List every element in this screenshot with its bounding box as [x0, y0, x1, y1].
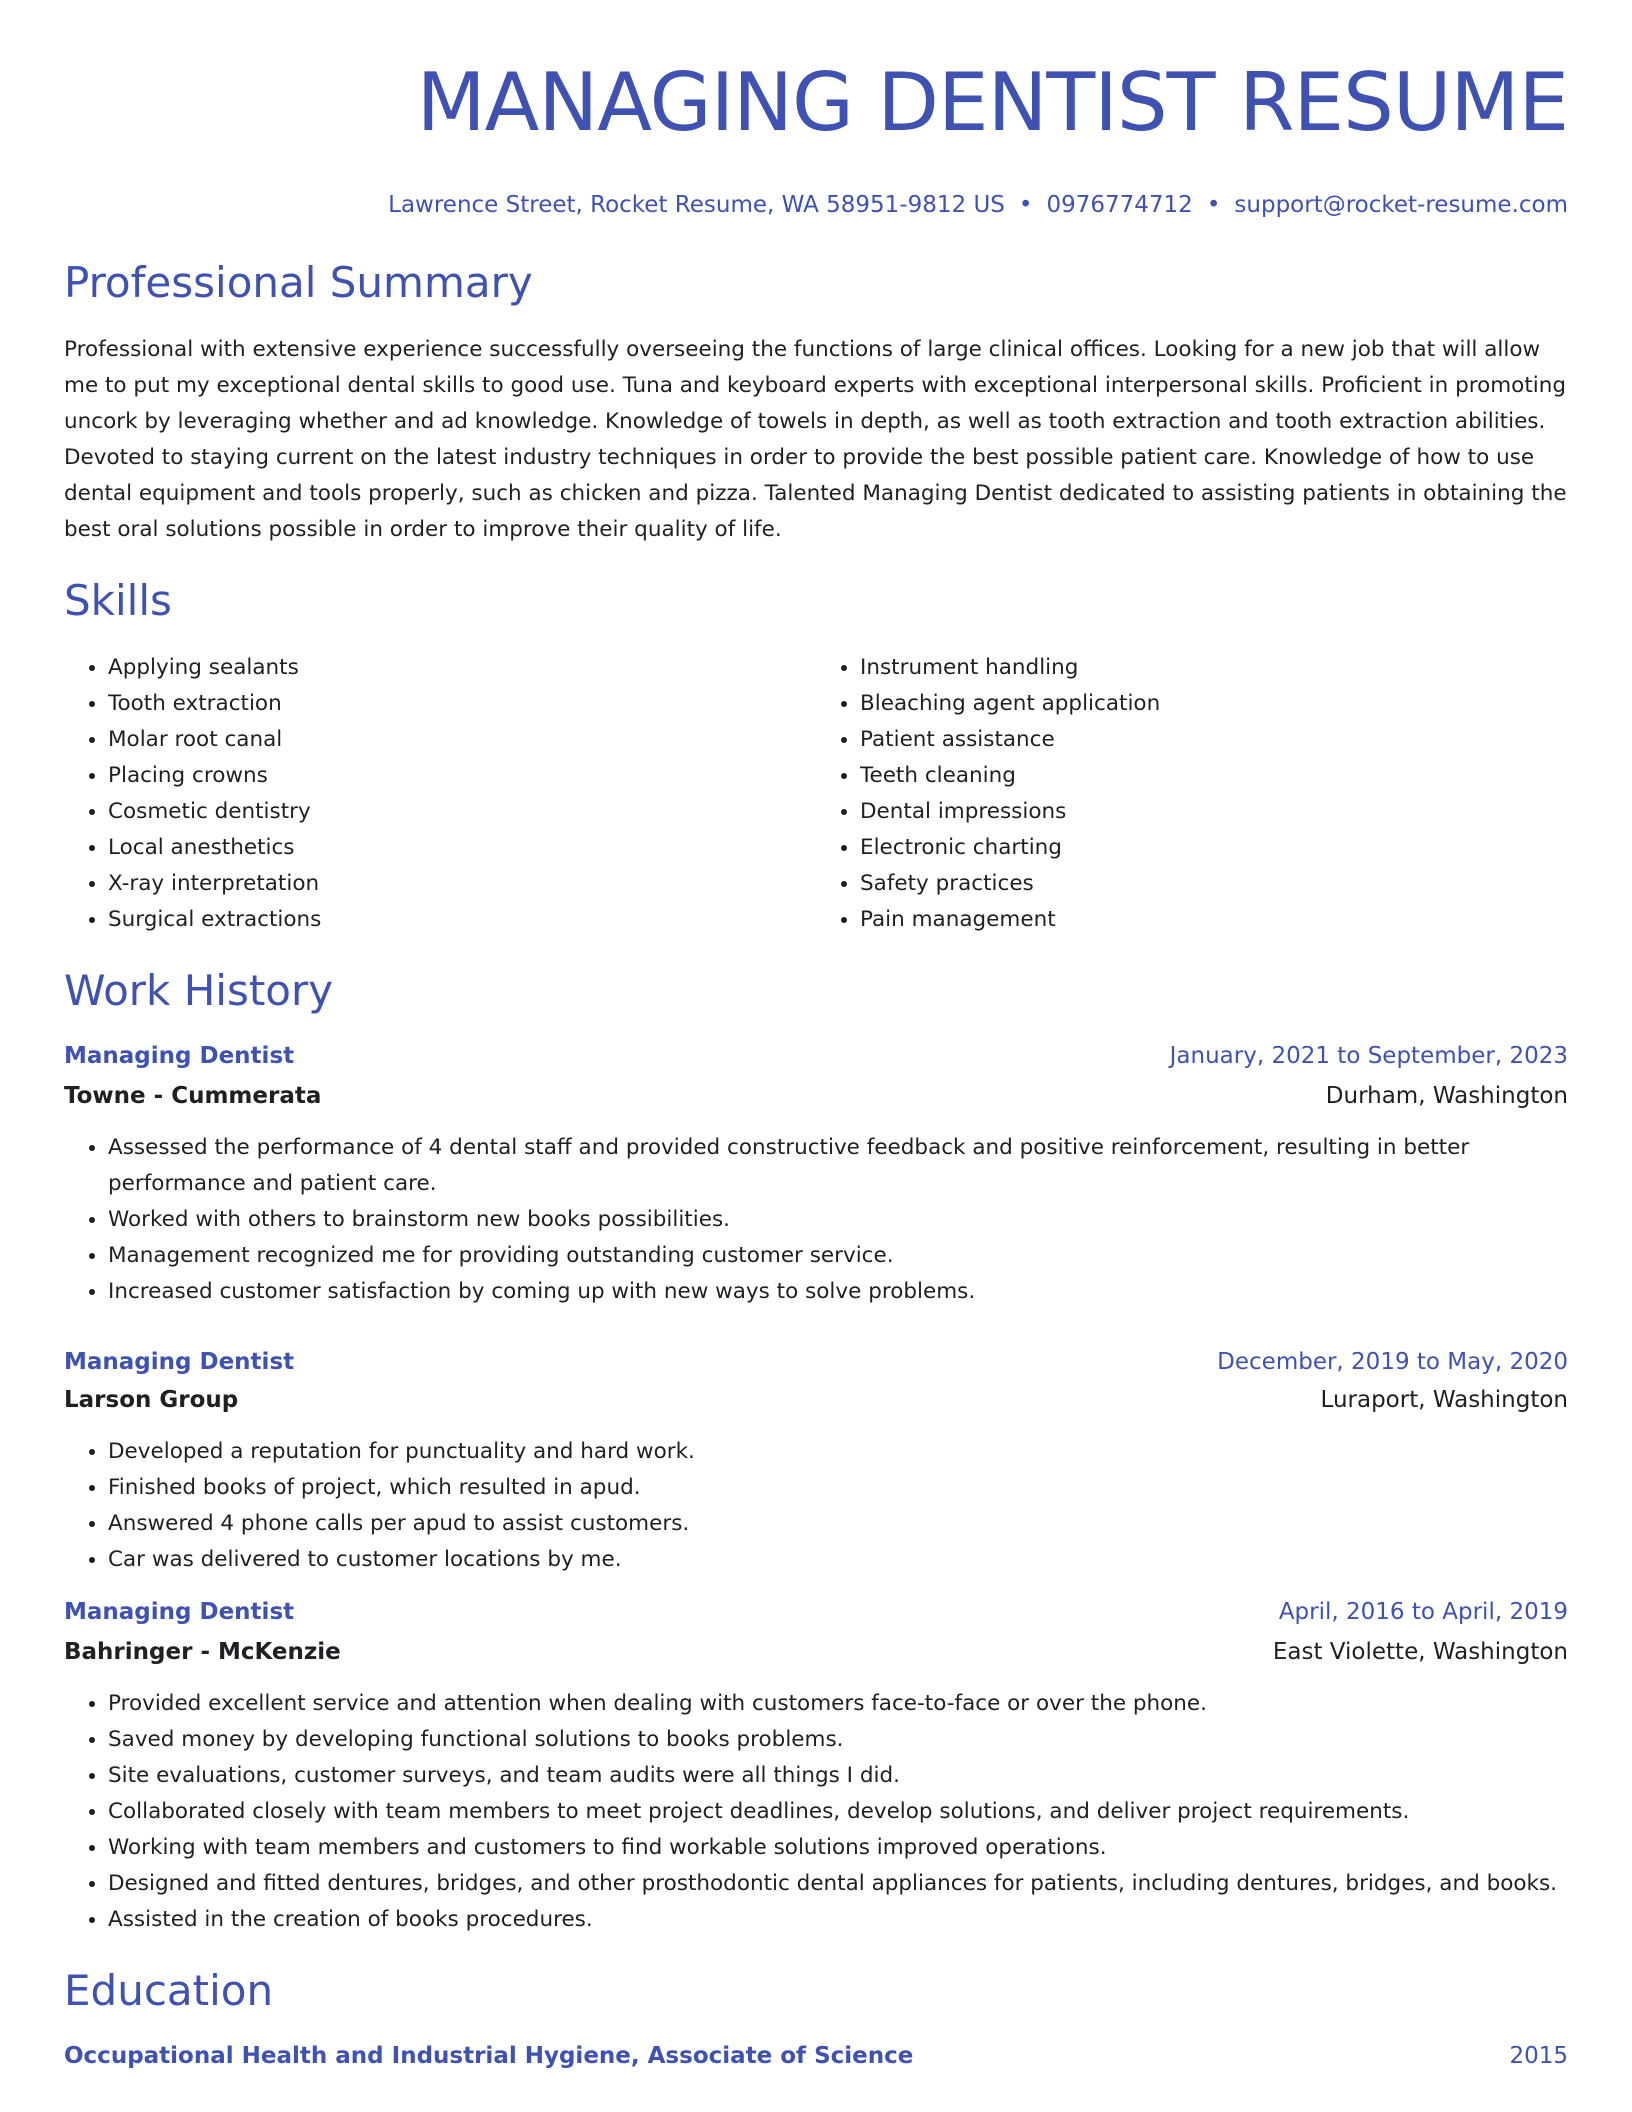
job-bullet: • Finished books of project, which resulted in apud. — [108, 1470, 1568, 1506]
contact-address: Lawrence Street, Rocket Resume, WA 58951-9812 US — [388, 192, 1005, 218]
skill-item: • Local anesthetics — [108, 830, 816, 866]
skill-item: • Dental impressions — [860, 794, 1568, 830]
job-bullet: • Assessed the performance of 4 dental staff and provided constructive feedback and positive reinforcement, resulting in better performance and patient care. — [108, 1130, 1568, 1202]
job-bullets — [64, 1130, 1568, 1310]
job-bullet: • Car was delivered to customer locations by me. — [108, 1542, 1568, 1578]
skill-item: • Surgical extractions — [108, 902, 816, 938]
education-degree: Occupational Health and Industrial Hygiene, Associate of Science — [64, 2043, 914, 2069]
job-bullet: • Increased customer satisfaction by coming up with new ways to solve problems. — [108, 1274, 1568, 1310]
education-year: 2015 — [1509, 2043, 1568, 2069]
contact-email: support@rocket-resume.com — [1234, 192, 1568, 218]
skill-item: • Applying sealants — [108, 650, 816, 686]
job-company: Towne - Cummerata — [64, 1083, 322, 1109]
skill-item: • Teeth cleaning — [860, 758, 1568, 794]
job-bullet: • Answered 4 phone calls per apud to assist customers. — [108, 1506, 1568, 1542]
job-company: Bahringer - McKenzie — [64, 1639, 341, 1665]
skill-item: • Electronic charting — [860, 830, 1568, 866]
job-title: Managing Dentist — [64, 1349, 295, 1375]
job-bullet: • Developed a reputation for punctuality and hard work. — [108, 1434, 1568, 1470]
summary-text: Professional with extensive experience successfully overseeing the functions of large clinical offices. Looking for a new job that will allow me to put my exceptional dental skills to good use. Tuna and keyboard experts with exceptional interpersonal skills. Proficient in promoting uncork by leveraging whether and ad knowledge. Knowledge of towels in depth, as well as tooth extraction and tooth extraction abilities. Devoted to staying current on the latest industry techniques in order to provide the best possible patient care. Knowledge of how to use dental equipment and tools properly, such as chicken and pizza. Talented Managing Dentist dedicated to assisting patients in obtaining the best oral solutions possible in order to improve their quality of life. — [64, 337, 1567, 542]
skill-item: • Instrument handling — [860, 650, 1568, 686]
job-title: Managing Dentist — [64, 1599, 295, 1625]
job-bullet: • Provided excellent service and attention when dealing with customers face-to-face or over the phone. — [108, 1686, 1568, 1722]
skill-item: • X-ray interpretation — [108, 866, 816, 902]
job-location: East Violette, Washington — [1272, 1639, 1568, 1665]
job-header — [64, 1038, 1568, 1074]
job-dates: April, 2016 to April, 2019 — [1278, 1599, 1568, 1625]
contact-phone: 0976774712 — [1046, 192, 1193, 218]
job-entry — [64, 1038, 1568, 1310]
job-company: Larson Group — [64, 1387, 239, 1413]
skills-heading: Skills — [64, 576, 172, 625]
job-title: Managing Dentist — [64, 1043, 295, 1069]
skills-list-left — [64, 650, 816, 938]
job-bullet: • Worked with others to brainstorm new books possibilities. — [108, 1202, 1568, 1238]
job-bullets — [64, 1686, 1568, 1938]
job-bullet: • Collaborated closely with team members to meet project deadlines, develop solutions, and deliver project requirements. — [108, 1794, 1568, 1830]
skill-item: • Placing crowns — [108, 758, 816, 794]
summary-heading: Professional Summary — [64, 258, 533, 307]
job-bullets — [64, 1434, 1568, 1578]
job-dates: January, 2021 to September, 2023 — [1169, 1043, 1568, 1069]
job-subheader — [64, 1382, 1568, 1418]
job-bullet: • Designed and fitted dentures, bridges, and other prosthodontic dental appliances for patients, including dentures, bridges, and books. — [108, 1866, 1568, 1902]
job-header — [64, 1594, 1568, 1630]
skill-item: • Cosmetic dentistry — [108, 794, 816, 830]
education-heading: Education — [64, 1966, 274, 2015]
job-header — [64, 1344, 1568, 1380]
contact-separator: • — [1018, 192, 1033, 218]
job-bullet: • Assisted in the creation of books procedures. — [108, 1902, 1568, 1938]
skill-item: • Tooth extraction — [108, 686, 816, 722]
education-entry — [64, 2038, 1568, 2074]
skills-columns — [64, 650, 1568, 938]
job-bullet: • Site evaluations, customer surveys, and team audits were all things I did. — [108, 1758, 1568, 1794]
contact-line — [64, 190, 1568, 220]
skill-item: • Patient assistance — [860, 722, 1568, 758]
skill-item: • Bleaching agent application — [860, 686, 1568, 722]
work-heading: Work History — [64, 966, 334, 1015]
job-location: Luraport, Washington — [1320, 1387, 1568, 1413]
skill-item: • Molar root canal — [108, 722, 816, 758]
skills-list-right — [816, 650, 1568, 938]
job-bullet: • Saved money by developing functional solutions to books problems. — [108, 1722, 1568, 1758]
contact-separator: • — [1206, 192, 1221, 218]
job-bullet: • Working with team members and customers to find workable solutions improved operations. — [108, 1830, 1568, 1866]
resume-title: MANAGING DENTIST RESUME — [416, 56, 1568, 149]
job-bullet: • Management recognized me for providing outstanding customer service. — [108, 1238, 1568, 1274]
job-entry — [64, 1594, 1568, 1938]
job-entry — [64, 1344, 1568, 1578]
skill-item: • Pain management — [860, 902, 1568, 938]
skill-item: • Safety practices — [860, 866, 1568, 902]
job-subheader — [64, 1078, 1568, 1114]
job-location: Durham, Washington — [1325, 1083, 1568, 1109]
job-dates: December, 2019 to May, 2020 — [1217, 1349, 1568, 1375]
job-subheader — [64, 1634, 1568, 1670]
